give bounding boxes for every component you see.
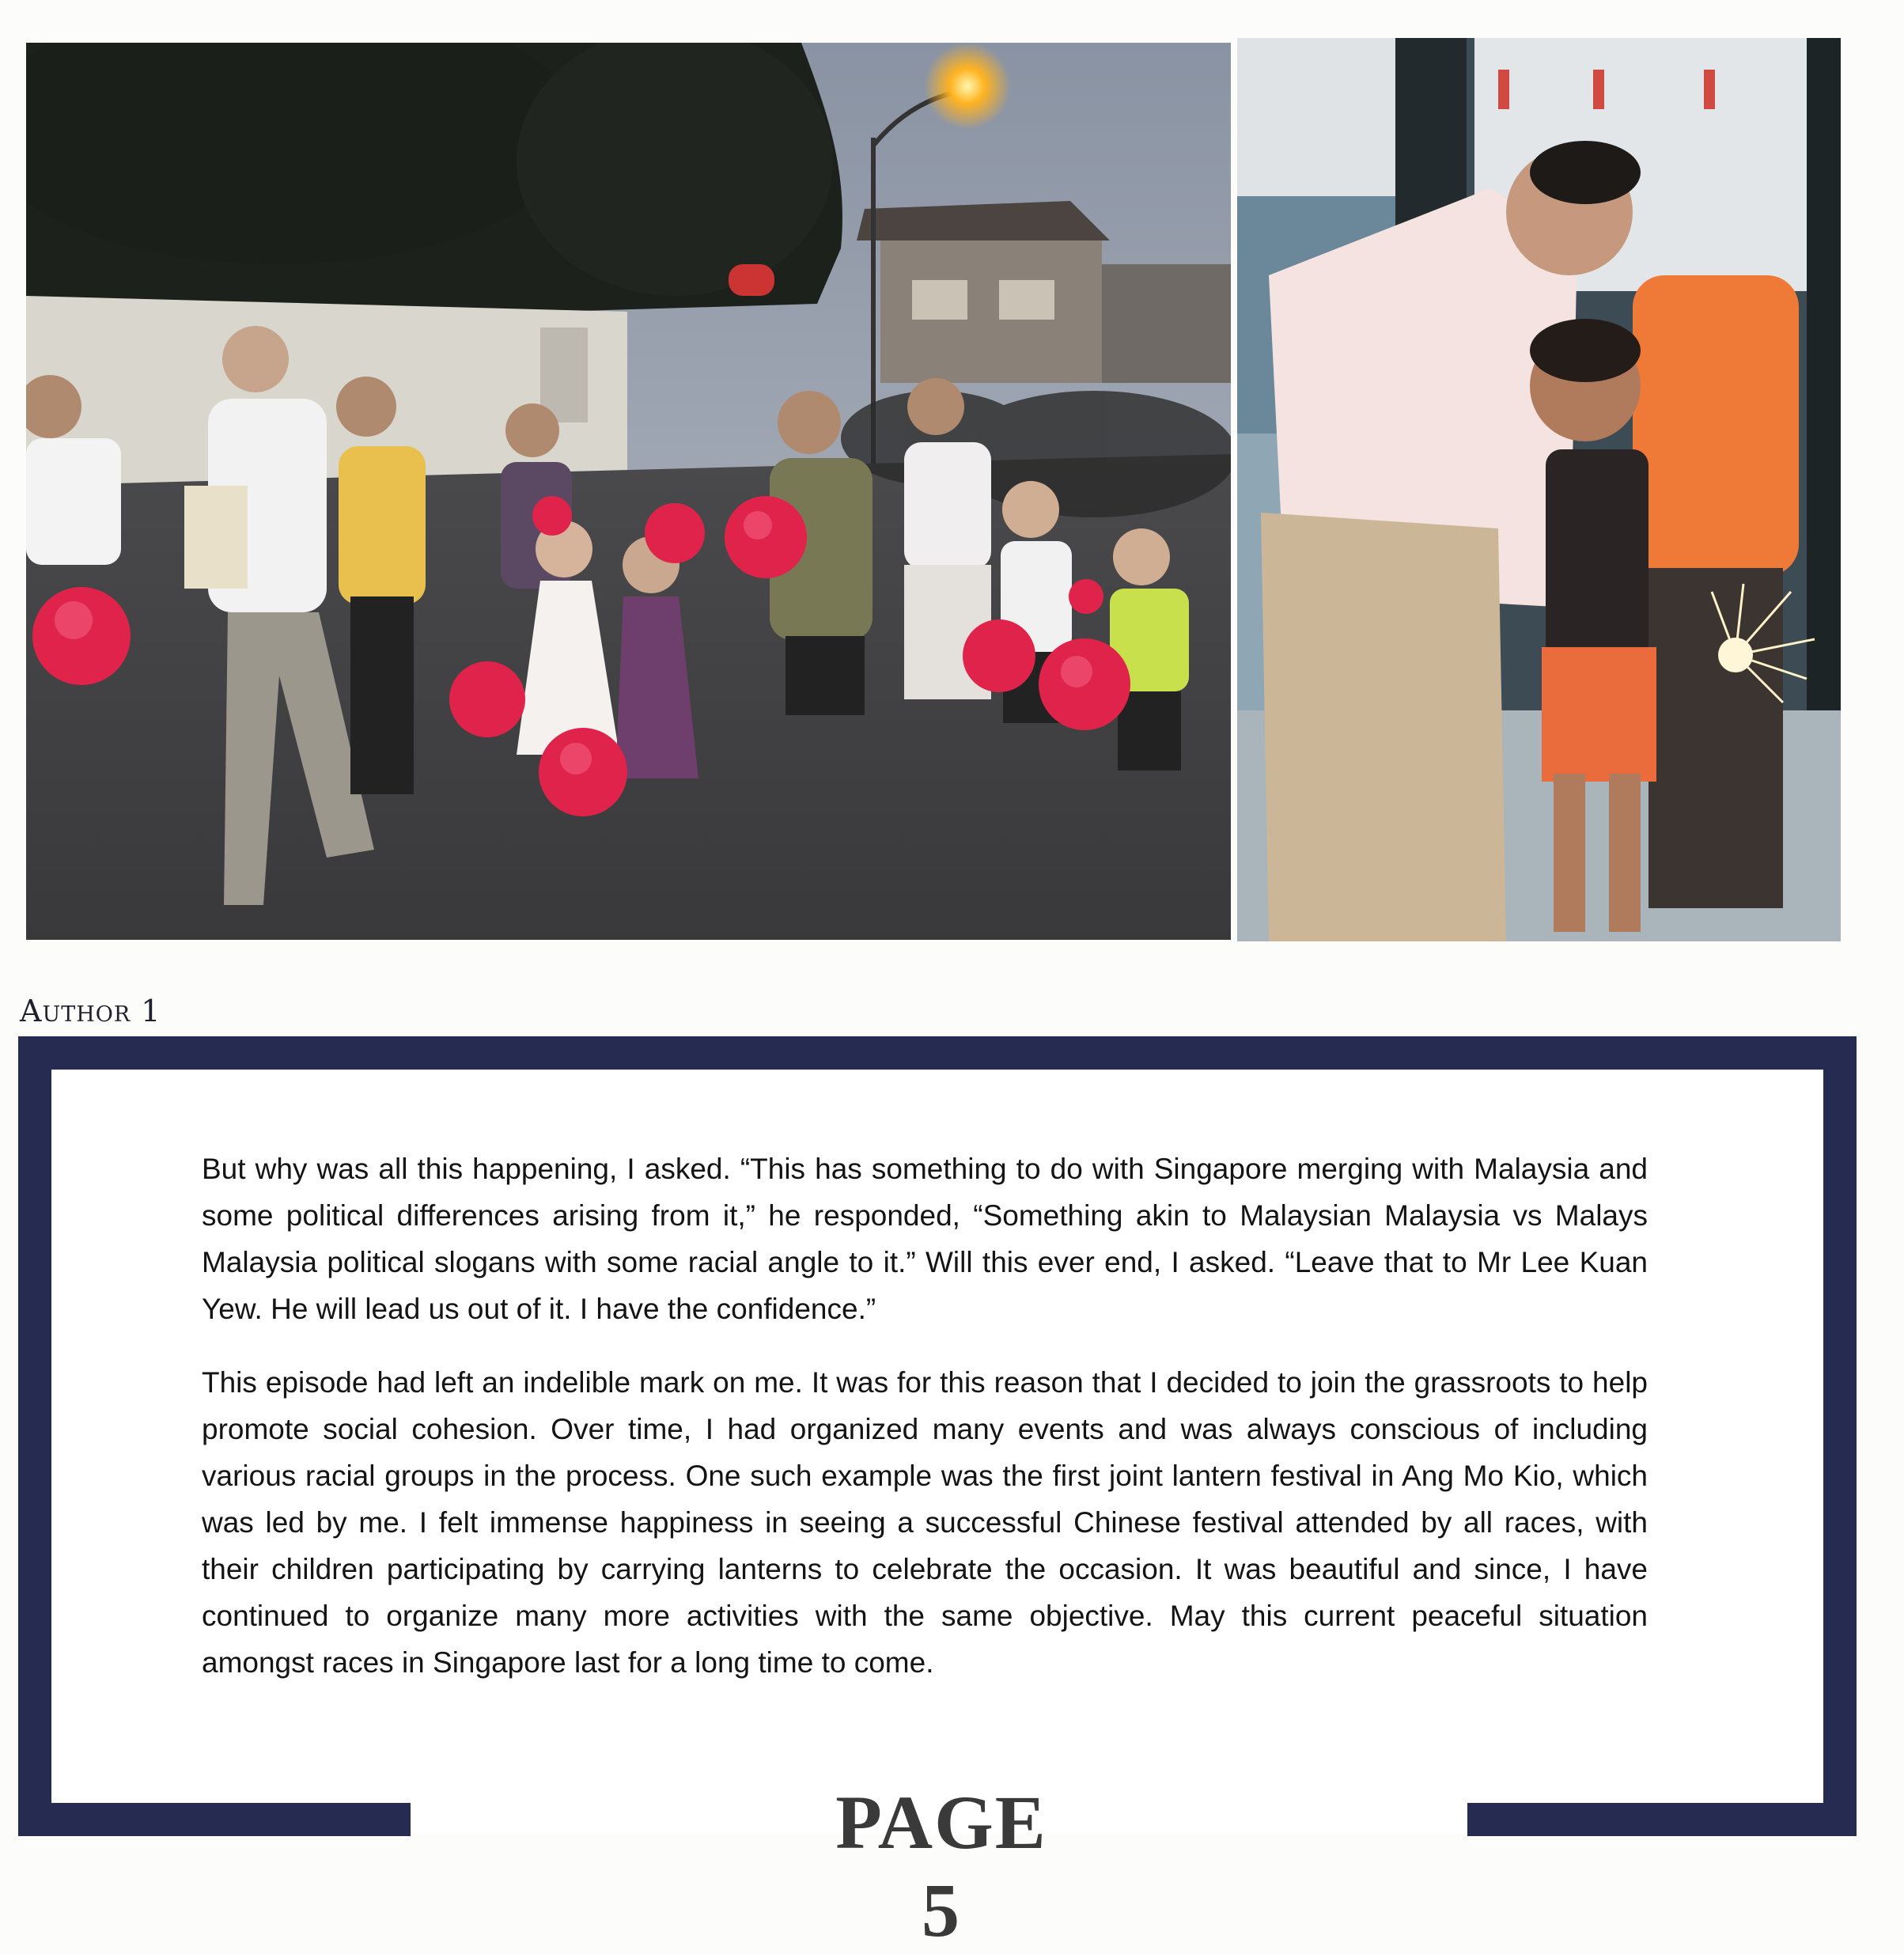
paragraph-2: This episode had left an indelible mark on me. It was for this reason that I decided to join the grassroots to help promote social cohesion. Over time, I had organized many events and was always conscious of including various racial groups in the process. One such example was the first joint lantern festival in Ang Mo Kio, which was led by me. I felt immense happiness in seeing a successful Chinese festival attended by all races, with their children participating by carrying lanterns to celebrate the occasion. It was beautiful and since, I have continued to organize many more activities with the same objective. May this current peaceful situation amongst races in Singapore last for a long time to come. [202, 1366, 1648, 1679]
lantern-procession-photo [26, 43, 1231, 940]
page-number: PAGE 5 [835, 1780, 1047, 1952]
sparkler-photo [1237, 38, 1841, 941]
frame-bottom-bar-left [18, 1803, 411, 1836]
paragraph-1: But why was all this happening, I asked. “This has something to do with Singapore merging with Malaysia and some political differences arising from it,” he responded, “Something akin to Malaysian Malaysia vs Malays Malaysia political slogans with some racial angle to it.” Will this ever end, I asked. “Leave that to Mr Lee Kuan Yew. He will lead us out of it. I have the confidence.” [202, 1153, 1648, 1325]
frame-bottom-bar-right [1467, 1803, 1857, 1836]
author-label: Author 1 [20, 994, 161, 1028]
body-text [202, 1146, 1648, 1713]
